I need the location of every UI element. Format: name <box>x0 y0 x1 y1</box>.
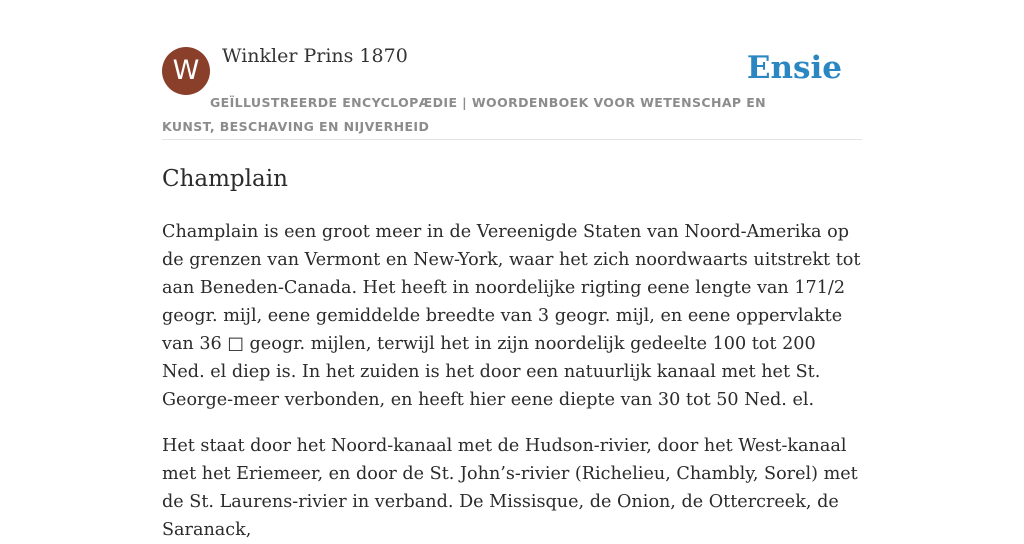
brand-logo[interactable]: Ensie <box>746 50 842 86</box>
source-title-link[interactable]: Winkler Prins 1870 <box>222 45 408 67</box>
page-container <box>162 0 862 544</box>
source-avatar[interactable]: W <box>162 47 210 95</box>
source-header <box>162 0 862 140</box>
article-paragraph: Het staat door het Noord-kanaal met de Hudson-rivier, door het West-kanaal met het Eriemeer, en door de St. John’s-rivier (Richelieu, Chambly, Sorel) met de St. Laurens-rivier in verband. De Missisque, de Onion, de Ottercreek, de Saranack, <box>162 436 858 540</box>
source-subtitle: GEÏLLUSTREERDE ENCYCLOPÆDIE | WOORDENBOEK VOOR WETENSCHAP EN KUNST, BESCHAVING EN NIJVERHEID <box>162 95 767 134</box>
article-title: Champlain <box>162 166 288 192</box>
article-paragraph: Champlain is een groot meer in de Vereenigde Staten van Noord-Amerika op de grenzen van Vermont en New-York, waar het zich noordwaarts uitstrekt tot aan Beneden-Canada. Het heeft in noordelijke rigting eene lengte van 171/2 geogr. mijl, eene gemiddelde breedte van 3 geogr. mijl, en eene oppervlakte van 36 □ geogr. mijlen, terwijl het in zijn noordelijk gedeelte 100 tot 200 Ned. el diep is. In het zuiden is het door een natuurlijk kanaal met het St. George-meer verbonden, en heeft hier eene diepte van 30 tot 50 Ned. el. <box>162 222 861 410</box>
